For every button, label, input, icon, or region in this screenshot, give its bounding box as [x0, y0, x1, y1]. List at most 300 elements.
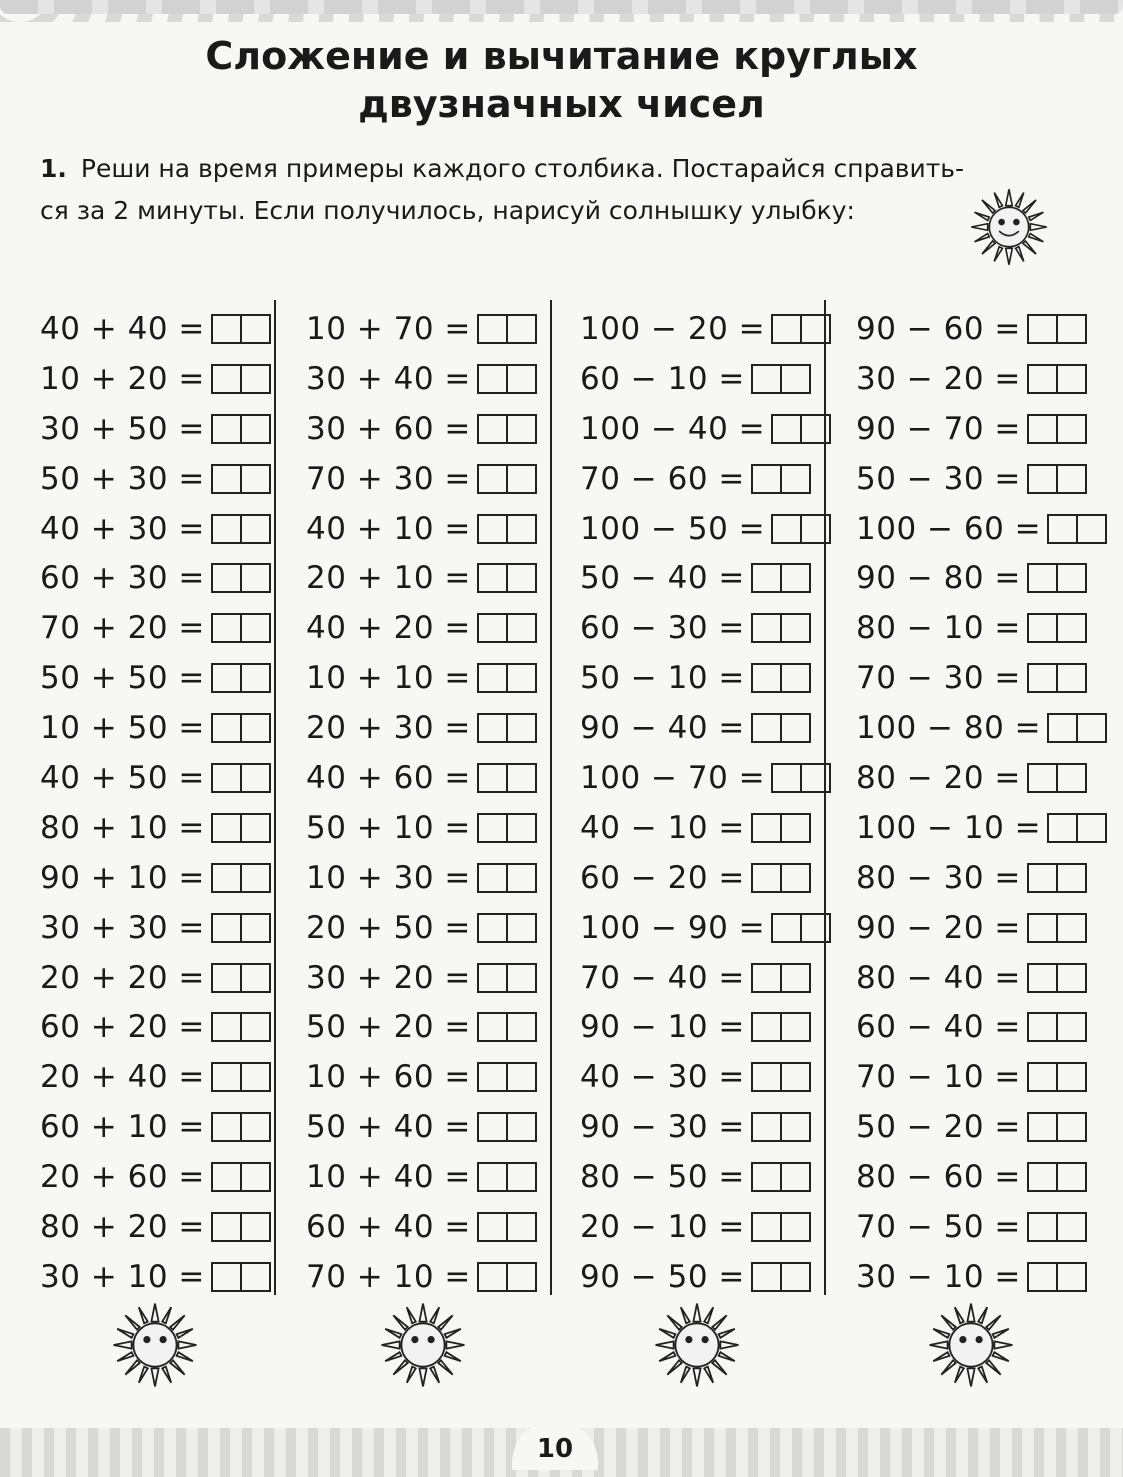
answer-digit-tens[interactable]: [213, 1164, 240, 1190]
answer-box[interactable]: [211, 863, 271, 893]
answer-digit-tens[interactable]: [773, 316, 800, 342]
answer-digit-ones[interactable]: [800, 915, 829, 941]
answer-box[interactable]: [211, 1262, 271, 1292]
answer-digit-ones[interactable]: [240, 615, 269, 641]
answer-digit-tens[interactable]: [479, 1114, 506, 1140]
answer-digit-ones[interactable]: [780, 1214, 809, 1240]
answer-box[interactable]: [211, 1162, 271, 1192]
answer-digit-tens[interactable]: [1049, 516, 1076, 542]
answer-digit-ones[interactable]: [240, 366, 269, 392]
answer-digit-tens[interactable]: [773, 516, 800, 542]
exercise-row: [306, 753, 537, 803]
answer-box[interactable]: [477, 1012, 537, 1042]
answer-digit-tens[interactable]: [479, 516, 506, 542]
answer-digit-tens[interactable]: [773, 915, 800, 941]
answer-box[interactable]: [211, 1062, 271, 1092]
exercise-expression: 80 − 10 =: [856, 610, 1021, 647]
answer-digit-tens[interactable]: [753, 815, 780, 841]
sun-blank-icon-2[interactable]: [378, 1300, 468, 1390]
answer-box[interactable]: [771, 763, 831, 793]
answer-digit-ones[interactable]: [1076, 516, 1105, 542]
answer-digit-tens[interactable]: [1029, 615, 1056, 641]
answer-digit-ones[interactable]: [1056, 1264, 1085, 1290]
answer-digit-ones[interactable]: [780, 565, 809, 591]
answer-digit-tens[interactable]: [213, 466, 240, 492]
answer-digit-tens[interactable]: [753, 1214, 780, 1240]
answer-digit-tens[interactable]: [213, 815, 240, 841]
answer-digit-tens[interactable]: [479, 1064, 506, 1090]
answer-digit-tens[interactable]: [213, 915, 240, 941]
answer-digit-tens[interactable]: [213, 1214, 240, 1240]
answer-digit-ones[interactable]: [780, 366, 809, 392]
answer-box[interactable]: [771, 314, 831, 344]
answer-digit-tens[interactable]: [773, 765, 800, 791]
answer-digit-ones[interactable]: [780, 965, 809, 991]
answer-box[interactable]: [1027, 913, 1087, 943]
answer-digit-ones[interactable]: [780, 865, 809, 891]
answer-box[interactable]: [477, 464, 537, 494]
answer-digit-ones[interactable]: [780, 466, 809, 492]
exercise-row: [856, 753, 1107, 803]
answer-box[interactable]: [477, 1112, 537, 1142]
answer-digit-tens[interactable]: [753, 1014, 780, 1040]
answer-box[interactable]: [751, 1212, 811, 1242]
answer-box[interactable]: [477, 713, 537, 743]
answer-digit-tens[interactable]: [1029, 466, 1056, 492]
answer-digit-ones[interactable]: [240, 1114, 269, 1140]
answer-digit-tens[interactable]: [479, 366, 506, 392]
answer-digit-tens[interactable]: [213, 1014, 240, 1040]
answer-digit-ones[interactable]: [506, 715, 535, 741]
answer-box[interactable]: [211, 1112, 271, 1142]
answer-digit-ones[interactable]: [1056, 1214, 1085, 1240]
answer-digit-tens[interactable]: [213, 416, 240, 442]
answer-digit-ones[interactable]: [1056, 615, 1085, 641]
answer-digit-tens[interactable]: [479, 466, 506, 492]
answer-digit-ones[interactable]: [506, 1114, 535, 1140]
answer-box[interactable]: [211, 913, 271, 943]
exercise-expression: 20 + 60 =: [40, 1159, 205, 1196]
answer-digit-ones[interactable]: [240, 316, 269, 342]
answer-digit-tens[interactable]: [213, 765, 240, 791]
answer-digit-ones[interactable]: [506, 1164, 535, 1190]
answer-digit-tens[interactable]: [479, 565, 506, 591]
answer-box[interactable]: [211, 1212, 271, 1242]
answer-box[interactable]: [1027, 613, 1087, 643]
answer-box[interactable]: [771, 414, 831, 444]
answer-digit-tens[interactable]: [479, 865, 506, 891]
answer-digit-ones[interactable]: [240, 815, 269, 841]
answer-digit-ones[interactable]: [1056, 1114, 1085, 1140]
answer-digit-ones[interactable]: [240, 416, 269, 442]
answer-digit-tens[interactable]: [1029, 765, 1056, 791]
answer-digit-tens[interactable]: [753, 466, 780, 492]
exercise-row: [580, 803, 831, 853]
answer-digit-tens[interactable]: [753, 565, 780, 591]
exercise-row: [40, 454, 271, 504]
answer-digit-ones[interactable]: [506, 965, 535, 991]
answer-digit-tens[interactable]: [479, 1264, 506, 1290]
answer-digit-ones[interactable]: [1056, 1164, 1085, 1190]
answer-box[interactable]: [477, 1162, 537, 1192]
sun-blank-icon-4[interactable]: [926, 1300, 1016, 1390]
answer-box[interactable]: [1047, 514, 1107, 544]
answer-digit-tens[interactable]: [213, 316, 240, 342]
answer-digit-ones[interactable]: [240, 1164, 269, 1190]
answer-digit-ones[interactable]: [240, 965, 269, 991]
answer-digit-ones[interactable]: [506, 865, 535, 891]
answer-digit-tens[interactable]: [753, 615, 780, 641]
answer-digit-ones[interactable]: [506, 1214, 535, 1240]
answer-digit-ones[interactable]: [1056, 416, 1085, 442]
answer-digit-tens[interactable]: [479, 815, 506, 841]
answer-digit-ones[interactable]: [506, 366, 535, 392]
answer-digit-tens[interactable]: [753, 865, 780, 891]
answer-digit-ones[interactable]: [506, 416, 535, 442]
answer-digit-tens[interactable]: [1049, 715, 1076, 741]
answer-box[interactable]: [1027, 364, 1087, 394]
answer-box[interactable]: [1027, 763, 1087, 793]
answer-box[interactable]: [751, 364, 811, 394]
answer-digit-ones[interactable]: [240, 1214, 269, 1240]
answer-box[interactable]: [477, 1062, 537, 1092]
exercise-expression: 70 − 30 =: [856, 660, 1021, 697]
exercise-expression: 30 + 50 =: [40, 410, 205, 447]
answer-digit-tens[interactable]: [213, 665, 240, 691]
answer-digit-tens[interactable]: [213, 565, 240, 591]
answer-digit-ones[interactable]: [506, 1014, 535, 1040]
answer-digit-ones[interactable]: [1056, 765, 1085, 791]
answer-digit-ones[interactable]: [780, 1264, 809, 1290]
answer-digit-tens[interactable]: [213, 1064, 240, 1090]
answer-box[interactable]: [211, 813, 271, 843]
answer-digit-ones[interactable]: [1056, 466, 1085, 492]
answer-digit-ones[interactable]: [506, 915, 535, 941]
answer-digit-ones[interactable]: [240, 1014, 269, 1040]
answer-box[interactable]: [1027, 963, 1087, 993]
answer-digit-ones[interactable]: [780, 1014, 809, 1040]
exercise-row: [580, 1102, 831, 1152]
answer-box[interactable]: [1047, 813, 1107, 843]
answer-digit-ones[interactable]: [506, 665, 535, 691]
exercise-row: [306, 653, 537, 703]
exercise-expression: 10 + 10 =: [306, 660, 471, 697]
answer-box[interactable]: [1027, 563, 1087, 593]
answer-box[interactable]: [1027, 1012, 1087, 1042]
answer-box[interactable]: [477, 763, 537, 793]
exercise-expression: 100 − 70 =: [580, 759, 766, 796]
answer-box[interactable]: [477, 913, 537, 943]
answer-box[interactable]: [751, 1112, 811, 1142]
exercise-row: [856, 603, 1107, 653]
answer-digit-ones[interactable]: [240, 915, 269, 941]
exercise-row: [580, 953, 831, 1003]
answer-digit-tens[interactable]: [1029, 865, 1056, 891]
column-2: [306, 304, 537, 1302]
exercise-row: [856, 703, 1107, 753]
exercise-expression: 70 − 10 =: [856, 1059, 1021, 1096]
exercise-row: [306, 903, 537, 953]
answer-digit-ones[interactable]: [780, 715, 809, 741]
answer-digit-ones[interactable]: [1056, 665, 1085, 691]
answer-digit-ones[interactable]: [1076, 715, 1105, 741]
exercise-row: [856, 504, 1107, 554]
answer-digit-tens[interactable]: [479, 316, 506, 342]
answer-box[interactable]: [751, 863, 811, 893]
answer-box[interactable]: [211, 364, 271, 394]
exercise-expression: 30 + 10 =: [40, 1258, 205, 1295]
answer-digit-tens[interactable]: [479, 715, 506, 741]
exercise-row: [40, 903, 271, 953]
exercise-row: [306, 803, 537, 853]
exercise-expression: 80 − 60 =: [856, 1159, 1021, 1196]
answer-digit-ones[interactable]: [506, 516, 535, 542]
answer-digit-tens[interactable]: [1029, 565, 1056, 591]
answer-digit-tens[interactable]: [1029, 1064, 1056, 1090]
answer-digit-tens[interactable]: [213, 1114, 240, 1140]
answer-digit-tens[interactable]: [479, 416, 506, 442]
answer-box[interactable]: [211, 613, 271, 643]
answer-box[interactable]: [211, 663, 271, 693]
answer-digit-ones[interactable]: [240, 466, 269, 492]
answer-box[interactable]: [751, 1262, 811, 1292]
answer-digit-ones[interactable]: [240, 765, 269, 791]
answer-digit-tens[interactable]: [773, 416, 800, 442]
answer-digit-ones[interactable]: [506, 1064, 535, 1090]
exercise-row: [580, 1152, 831, 1202]
answer-digit-tens[interactable]: [1029, 416, 1056, 442]
answer-box[interactable]: [477, 613, 537, 643]
answer-box[interactable]: [477, 1262, 537, 1292]
answer-digit-tens[interactable]: [1029, 366, 1056, 392]
answer-digit-ones[interactable]: [506, 765, 535, 791]
answer-digit-ones[interactable]: [1056, 1064, 1085, 1090]
answer-box[interactable]: [1027, 663, 1087, 693]
answer-digit-tens[interactable]: [479, 665, 506, 691]
exercise-row: [580, 504, 831, 554]
answer-digit-tens[interactable]: [213, 965, 240, 991]
answer-box[interactable]: [751, 963, 811, 993]
exercise-row: [306, 504, 537, 554]
answer-box[interactable]: [1027, 314, 1087, 344]
answer-digit-ones[interactable]: [506, 466, 535, 492]
answer-box[interactable]: [751, 663, 811, 693]
answer-digit-ones[interactable]: [240, 665, 269, 691]
answer-digit-tens[interactable]: [1029, 1014, 1056, 1040]
answer-box[interactable]: [211, 1012, 271, 1042]
answer-digit-tens[interactable]: [1029, 1214, 1056, 1240]
exercise-row: [856, 953, 1107, 1003]
exercise-expression: 40 − 10 =: [580, 809, 745, 846]
answer-digit-tens[interactable]: [1029, 316, 1056, 342]
answer-box[interactable]: [1027, 464, 1087, 494]
answer-digit-ones[interactable]: [240, 516, 269, 542]
answer-digit-tens[interactable]: [1049, 815, 1076, 841]
answer-box[interactable]: [477, 314, 537, 344]
answer-box[interactable]: [477, 863, 537, 893]
answer-digit-tens[interactable]: [753, 1264, 780, 1290]
answer-digit-tens[interactable]: [213, 366, 240, 392]
answer-box[interactable]: [1027, 863, 1087, 893]
exercise-row: [40, 354, 271, 404]
answer-digit-tens[interactable]: [1029, 1264, 1056, 1290]
exercise-expression: 50 − 40 =: [580, 560, 745, 597]
answer-box[interactable]: [751, 464, 811, 494]
answer-box[interactable]: [211, 713, 271, 743]
answer-box[interactable]: [211, 563, 271, 593]
answer-box[interactable]: [771, 913, 831, 943]
answer-digit-ones[interactable]: [1056, 366, 1085, 392]
answer-box[interactable]: [477, 563, 537, 593]
answer-digit-ones[interactable]: [780, 815, 809, 841]
answer-digit-tens[interactable]: [1029, 1114, 1056, 1140]
exercise-row: [40, 1102, 271, 1152]
answer-digit-tens[interactable]: [753, 366, 780, 392]
exercise-row: [40, 1252, 271, 1302]
exercise-row: [40, 753, 271, 803]
answer-box[interactable]: [1027, 1162, 1087, 1192]
answer-digit-ones[interactable]: [1056, 865, 1085, 891]
answer-box[interactable]: [477, 414, 537, 444]
answer-digit-tens[interactable]: [213, 715, 240, 741]
answer-box[interactable]: [1027, 414, 1087, 444]
answer-digit-ones[interactable]: [1076, 815, 1105, 841]
answer-digit-tens[interactable]: [753, 1164, 780, 1190]
exercise-expression: 30 + 60 =: [306, 410, 471, 447]
answer-digit-tens[interactable]: [753, 1064, 780, 1090]
answer-digit-tens[interactable]: [479, 615, 506, 641]
answer-digit-ones[interactable]: [1056, 316, 1085, 342]
answer-digit-ones[interactable]: [780, 1164, 809, 1190]
exercise-expression: 80 + 20 =: [40, 1208, 205, 1245]
answer-digit-tens[interactable]: [479, 915, 506, 941]
answer-digit-ones[interactable]: [1056, 915, 1085, 941]
answer-digit-tens[interactable]: [213, 865, 240, 891]
answer-digit-tens[interactable]: [753, 965, 780, 991]
answer-box[interactable]: [477, 1212, 537, 1242]
answer-digit-tens[interactable]: [1029, 965, 1056, 991]
answer-digit-ones[interactable]: [1056, 565, 1085, 591]
answer-box[interactable]: [211, 763, 271, 793]
answer-box[interactable]: [1027, 1212, 1087, 1242]
exercise-row: [580, 553, 831, 603]
answer-digit-ones[interactable]: [240, 1064, 269, 1090]
answer-digit-ones[interactable]: [506, 565, 535, 591]
answer-digit-tens[interactable]: [479, 765, 506, 791]
answer-box[interactable]: [1027, 1062, 1087, 1092]
answer-digit-ones[interactable]: [780, 665, 809, 691]
answer-box[interactable]: [211, 464, 271, 494]
answer-digit-tens[interactable]: [213, 615, 240, 641]
answer-digit-ones[interactable]: [506, 316, 535, 342]
exercise-row: [40, 603, 271, 653]
answer-digit-ones[interactable]: [1056, 965, 1085, 991]
answer-box[interactable]: [1027, 1112, 1087, 1142]
answer-digit-tens[interactable]: [213, 516, 240, 542]
answer-box[interactable]: [751, 1012, 811, 1042]
answer-box[interactable]: [211, 414, 271, 444]
exercise-row: [580, 653, 831, 703]
exercise-expression: 70 + 20 =: [40, 610, 205, 647]
answer-box[interactable]: [751, 563, 811, 593]
answer-box[interactable]: [1047, 713, 1107, 743]
exercise-expression: 80 − 40 =: [856, 959, 1021, 996]
answer-digit-ones[interactable]: [780, 1064, 809, 1090]
exercise-row: [580, 304, 831, 354]
answer-digit-ones[interactable]: [800, 765, 829, 791]
answer-box[interactable]: [1027, 1262, 1087, 1292]
answer-box[interactable]: [751, 1062, 811, 1092]
exercise-expression: 10 + 70 =: [306, 310, 471, 347]
answer-box[interactable]: [751, 713, 811, 743]
exercise-expression: 100 − 50 =: [580, 510, 766, 547]
answer-digit-tens[interactable]: [213, 1264, 240, 1290]
answer-digit-ones[interactable]: [240, 865, 269, 891]
exercise-row: [856, 1102, 1107, 1152]
answer-box[interactable]: [477, 813, 537, 843]
answer-digit-tens[interactable]: [479, 1214, 506, 1240]
answer-box[interactable]: [211, 963, 271, 993]
answer-box[interactable]: [477, 514, 537, 544]
answer-box[interactable]: [751, 1162, 811, 1192]
exercise-expression: 80 − 30 =: [856, 859, 1021, 896]
answer-digit-ones[interactable]: [800, 516, 829, 542]
answer-digit-tens[interactable]: [753, 665, 780, 691]
exercise-expression: 70 + 10 =: [306, 1258, 471, 1295]
answer-digit-ones[interactable]: [800, 416, 829, 442]
exercise-expression: 10 + 20 =: [40, 360, 205, 397]
exercise-row: [856, 903, 1107, 953]
answer-digit-ones[interactable]: [240, 715, 269, 741]
answer-box[interactable]: [751, 613, 811, 643]
answer-box[interactable]: [211, 314, 271, 344]
answer-digit-tens[interactable]: [1029, 665, 1056, 691]
answer-box[interactable]: [477, 364, 537, 394]
answer-digit-tens[interactable]: [479, 965, 506, 991]
answer-digit-tens[interactable]: [753, 715, 780, 741]
answer-digit-ones[interactable]: [800, 316, 829, 342]
exercise-row: [40, 1202, 271, 1252]
answer-digit-ones[interactable]: [506, 1264, 535, 1290]
answer-box[interactable]: [751, 813, 811, 843]
answer-digit-ones[interactable]: [506, 815, 535, 841]
exercise-row: [40, 1052, 271, 1102]
answer-digit-tens[interactable]: [479, 1164, 506, 1190]
sun-smiling-icon: [968, 186, 1050, 268]
exercise-row: [306, 1152, 537, 1202]
exercise-expression: 40 + 20 =: [306, 610, 471, 647]
answer-box[interactable]: [477, 963, 537, 993]
answer-digit-tens[interactable]: [753, 1114, 780, 1140]
answer-digit-tens[interactable]: [1029, 915, 1056, 941]
answer-box[interactable]: [771, 514, 831, 544]
answer-digit-ones[interactable]: [780, 615, 809, 641]
exercise-expression: 70 − 50 =: [856, 1208, 1021, 1245]
answer-digit-ones[interactable]: [240, 565, 269, 591]
answer-digit-ones[interactable]: [1056, 1014, 1085, 1040]
answer-digit-ones[interactable]: [506, 615, 535, 641]
sun-blank-icon-3[interactable]: [652, 1300, 742, 1390]
exercise-expression: 20 + 10 =: [306, 560, 471, 597]
exercise-row: [306, 354, 537, 404]
answer-digit-ones[interactable]: [240, 1264, 269, 1290]
answer-digit-ones[interactable]: [780, 1114, 809, 1140]
answer-digit-tens[interactable]: [1029, 1164, 1056, 1190]
answer-box[interactable]: [477, 663, 537, 693]
answer-box[interactable]: [211, 514, 271, 544]
answer-digit-tens[interactable]: [479, 1014, 506, 1040]
exercise-expression: 40 + 40 =: [40, 310, 205, 347]
